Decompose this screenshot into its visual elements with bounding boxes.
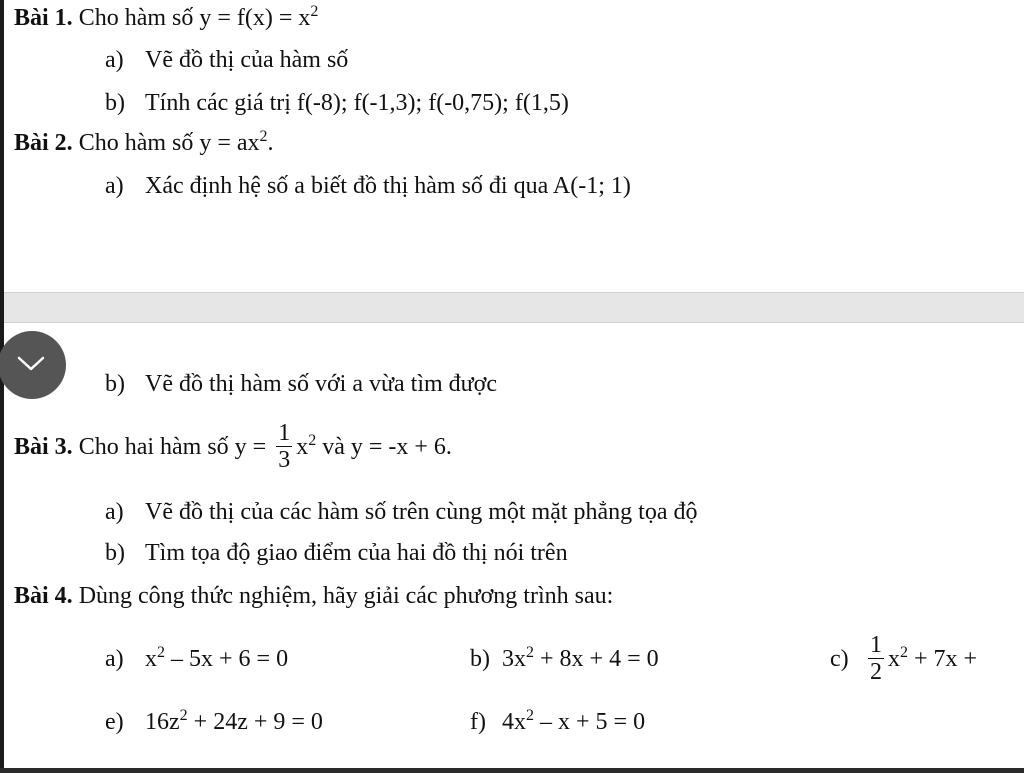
bai2-sup: 2 [259,128,268,145]
left-border [0,0,4,773]
bai4-item-a [105,645,288,673]
bai4-f-post: – x + 5 = 0 [534,709,646,735]
bai2-a-text: Xác định hệ số a biết đồ thị hàm số đi qua A(-1; 1) [145,173,631,199]
bai4-heading [14,582,613,610]
bai4-c-label: c) [830,646,849,672]
bai4-e-post: + 24z + 9 = 0 [187,709,323,735]
bai1-item-a [105,46,348,74]
bai2-a-label: a) [105,173,124,199]
bai3-text: Cho hai hàm số y = [78,434,273,460]
bai1-text: Cho hàm số y = f(x) = x [78,5,311,31]
bottom-border [0,768,1024,773]
bai4-label: Bài 4. [14,583,73,609]
bai4-b-sup: 2 [526,644,534,661]
bai4-a-label: a) [105,646,124,672]
bai1-a-label: a) [105,47,124,73]
bai4-e-label: e) [105,709,124,735]
bai1-heading [14,4,318,32]
bai4-item-b [470,645,659,673]
bai4-a-post: – 5x + 6 = 0 [165,646,289,672]
bai4-c-frac-num: 1 [870,631,882,658]
bai3-heading [14,419,452,475]
bai4-item-c [830,631,977,687]
bai3-frac-den: 3 [278,446,291,473]
bai3-x: x [296,434,309,460]
bai2-b-label: b) [105,371,125,397]
bai4-f-pre: 4x [502,709,526,735]
bai1-b-label: b) [105,90,125,116]
bai2-text-after: . [267,130,274,156]
bai4-f-label: f) [470,709,486,735]
bai2-b-text: Vẽ đồ thị hàm số với a vừa tìm được [145,371,498,397]
bai3-label: Bài 3. [14,434,73,460]
bai1-label: Bài 1. [14,5,73,31]
bai4-c-pre: x [888,646,900,672]
bai4-c-sup: 2 [900,644,908,661]
bai1-b-text: Tính các giá trị f(-8); f(-1,3); f(-0,75); f(1,5) [145,90,569,116]
bai3-item-b [105,539,568,567]
bai4-item-f [470,708,645,736]
bai2-heading [14,129,274,157]
bai4-c-frac-den: 2 [870,658,882,685]
bai4-f-sup: 2 [526,707,534,724]
bai4-b-post: + 8x + 4 = 0 [534,646,659,672]
bai3-fraction [276,420,292,473]
chevron-down-icon [16,355,46,373]
bai4-b-pre: 3x [502,646,526,672]
bai3-a-label: a) [105,499,124,525]
bai4-c-post: + 7x + [908,646,978,672]
bai4-e-pre: 16z [145,709,180,735]
bai2-item-a [105,172,631,200]
bai3-item-a [105,498,698,526]
bai4-c-fraction [868,632,884,685]
bai4-e-sup: 2 [179,707,188,724]
bai3-a-text: Vẽ đồ thị của các hàm số trên cùng một mặt phẳng tọa độ [145,499,698,525]
bai3-b-text: Tìm tọa độ giao điểm của hai đồ thị nói trên [145,540,568,566]
collapse-button[interactable] [0,331,66,399]
bai2-label: Bài 2. [14,130,73,156]
bai3-frac-num: 1 [278,419,291,446]
bai4-a-sup: 2 [157,644,165,661]
bai3-text-after: và y = -x + 6. [316,434,452,460]
bai1-a-text: Vẽ đồ thị của hàm số [145,47,349,73]
bai4-a-pre: x [145,646,157,672]
bai4-item-e [105,708,323,736]
bai3-b-label: b) [105,540,125,566]
bai2-text: Cho hàm số y = ax [78,130,260,156]
bai3-sup: 2 [308,432,317,449]
bai4-b-label: b) [470,646,490,672]
bai4-text: Dùng công thức nghiệm, hãy giải các phương trình sau: [78,583,614,609]
bai1-item-b [105,89,569,117]
section-separator [4,292,1024,323]
bai1-sup: 2 [310,3,319,20]
bai2-item-b [105,370,497,398]
